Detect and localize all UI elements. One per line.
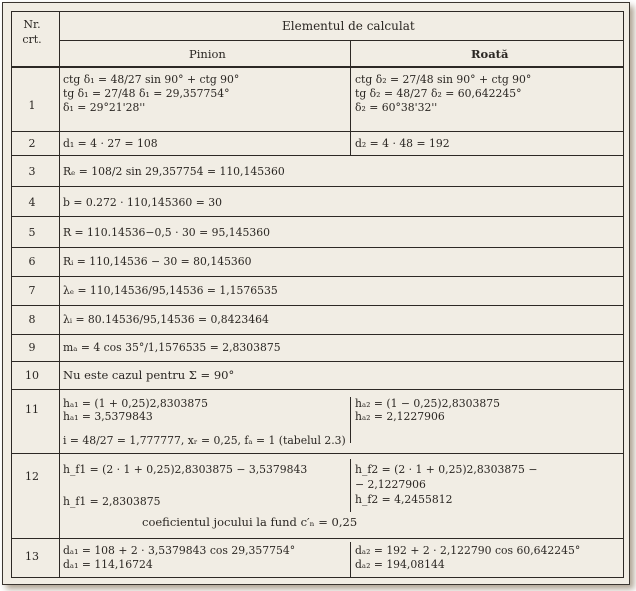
row-number: 8 — [28, 313, 36, 326]
row-divider — [12, 155, 623, 156]
row-number: 12 — [25, 470, 39, 483]
row8-formula: λᵢ = 80.14536/95,14536 = 0,8423464 — [63, 313, 269, 326]
column-divider-row2 — [350, 131, 351, 155]
row-number: 11 — [25, 403, 39, 416]
column-divider-row11 — [350, 397, 351, 443]
row-divider — [12, 216, 623, 217]
header-crt: crt. — [22, 33, 42, 46]
row-number: 3 — [28, 165, 36, 178]
row13-roata-line2: dₐ₂ = 194,08144 — [355, 558, 445, 571]
row7-formula: λₑ = 110,14536/95,14536 = 1,1576535 — [63, 284, 278, 297]
header-pinion: Pinion — [189, 47, 226, 61]
page-frame — [2, 2, 630, 585]
row13-pinion-line2: dₐ₁ = 114,16724 — [63, 558, 153, 571]
header-roata: Roată — [471, 47, 509, 61]
row1-roata-line3: δ₂ = 60°38'32'' — [355, 101, 438, 114]
row12-roata-line2: − 2,1227906 — [355, 478, 426, 491]
header-sub-divider — [59, 40, 623, 41]
row-divider — [12, 361, 623, 362]
row2-roata: d₂ = 4 · 48 = 192 — [355, 137, 450, 150]
row12-roata-line1: h_f2 = (2 · 1 + 0,25)2,8303875 − — [355, 463, 538, 476]
row-divider — [12, 334, 623, 335]
row12-pinion-line1: h_f1 = (2 · 1 + 0,25)2,8303875 − 3,5379843 — [63, 463, 308, 476]
row4-formula: b = 0.272 · 110,145360 = 30 — [63, 196, 222, 209]
header-bottom-rule — [12, 66, 623, 68]
calculation-table — [11, 11, 624, 578]
row11-pinion-line1: hₐ₁ = (1 + 0,25)2,8303875 — [63, 397, 208, 410]
row-number: 5 — [28, 226, 36, 239]
row-number: 7 — [28, 284, 36, 297]
row12-roata-line3: h_f2 = 4,2455812 — [355, 493, 453, 506]
row-divider — [12, 186, 623, 187]
row-divider — [12, 538, 623, 539]
row10-note: Nu este cazul pentru Σ = 90° — [63, 368, 235, 382]
row3-formula: Rₑ = 108/2 sin 29,357754 = 110,145360 — [63, 165, 285, 178]
row1-roata-line1: ctg δ₂ = 27/48 sin 90° + ctg 90° — [355, 73, 532, 86]
row13-roata-line1: dₐ₂ = 192 + 2 · 2,122790 cos 60,642245° — [355, 544, 581, 557]
row-number: 4 — [28, 196, 36, 209]
row11-common: i = 48/27 = 1,777777, xᵣ = 0,25, fₐ = 1 (tabelul 2.3) — [63, 434, 346, 447]
row2-pinion: d₁ = 4 · 27 = 108 — [63, 137, 158, 150]
row-divider — [12, 131, 623, 132]
header-element: Elementul de calculat — [282, 19, 415, 33]
row-number: 13 — [25, 550, 39, 563]
row11-pinion-line2: hₐ₁ = 3,5379843 — [63, 410, 153, 423]
row12-common: coeficientul jocului la fund c′ₙ = 0,25 — [142, 515, 358, 529]
row1-pinion-line1: ctg δ₁ = 48/27 sin 90° + ctg 90° — [63, 73, 240, 86]
row-divider — [12, 389, 623, 390]
row-divider — [12, 247, 623, 248]
row11-roata-line2: hₐ₂ = 2,1227906 — [355, 410, 445, 423]
row-divider — [12, 453, 623, 454]
row1-pinion-line2: tg δ₁ = 27/48 δ₁ = 29,357754° — [63, 87, 230, 100]
column-divider-row13 — [350, 542, 351, 577]
row-divider — [12, 305, 623, 306]
header-nr: Nr. — [23, 18, 41, 31]
row-number: 1 — [28, 99, 36, 112]
row11-roata-line1: hₐ₂ = (1 − 0,25)2,8303875 — [355, 397, 500, 410]
column-divider-header — [350, 40, 351, 79]
row5-formula: R = 110.14536−0,5 · 30 = 95,145360 — [63, 226, 270, 239]
row-number: 10 — [25, 369, 39, 382]
row1-pinion-line3: δ₁ = 29°21'28'' — [63, 101, 146, 114]
row6-formula: Rᵢ = 110,14536 − 30 = 80,145360 — [63, 255, 252, 268]
row13-pinion-line1: dₐ₁ = 108 + 2 · 3,5379843 cos 29,357754° — [63, 544, 296, 557]
row-number: 6 — [28, 255, 36, 268]
row9-formula: mₐ = 4 cos 35°/1,1576535 = 2,8303875 — [63, 341, 281, 354]
row12-pinion-line2: h_f1 = 2,8303875 — [63, 495, 161, 508]
row-number: 9 — [28, 341, 36, 354]
column-divider — [59, 12, 60, 577]
row-divider — [12, 276, 623, 277]
column-divider-row12 — [350, 459, 351, 512]
row1-roata-line2: tg δ₂ = 48/27 δ₂ = 60,642245° — [355, 87, 522, 100]
row-number: 2 — [28, 137, 36, 150]
